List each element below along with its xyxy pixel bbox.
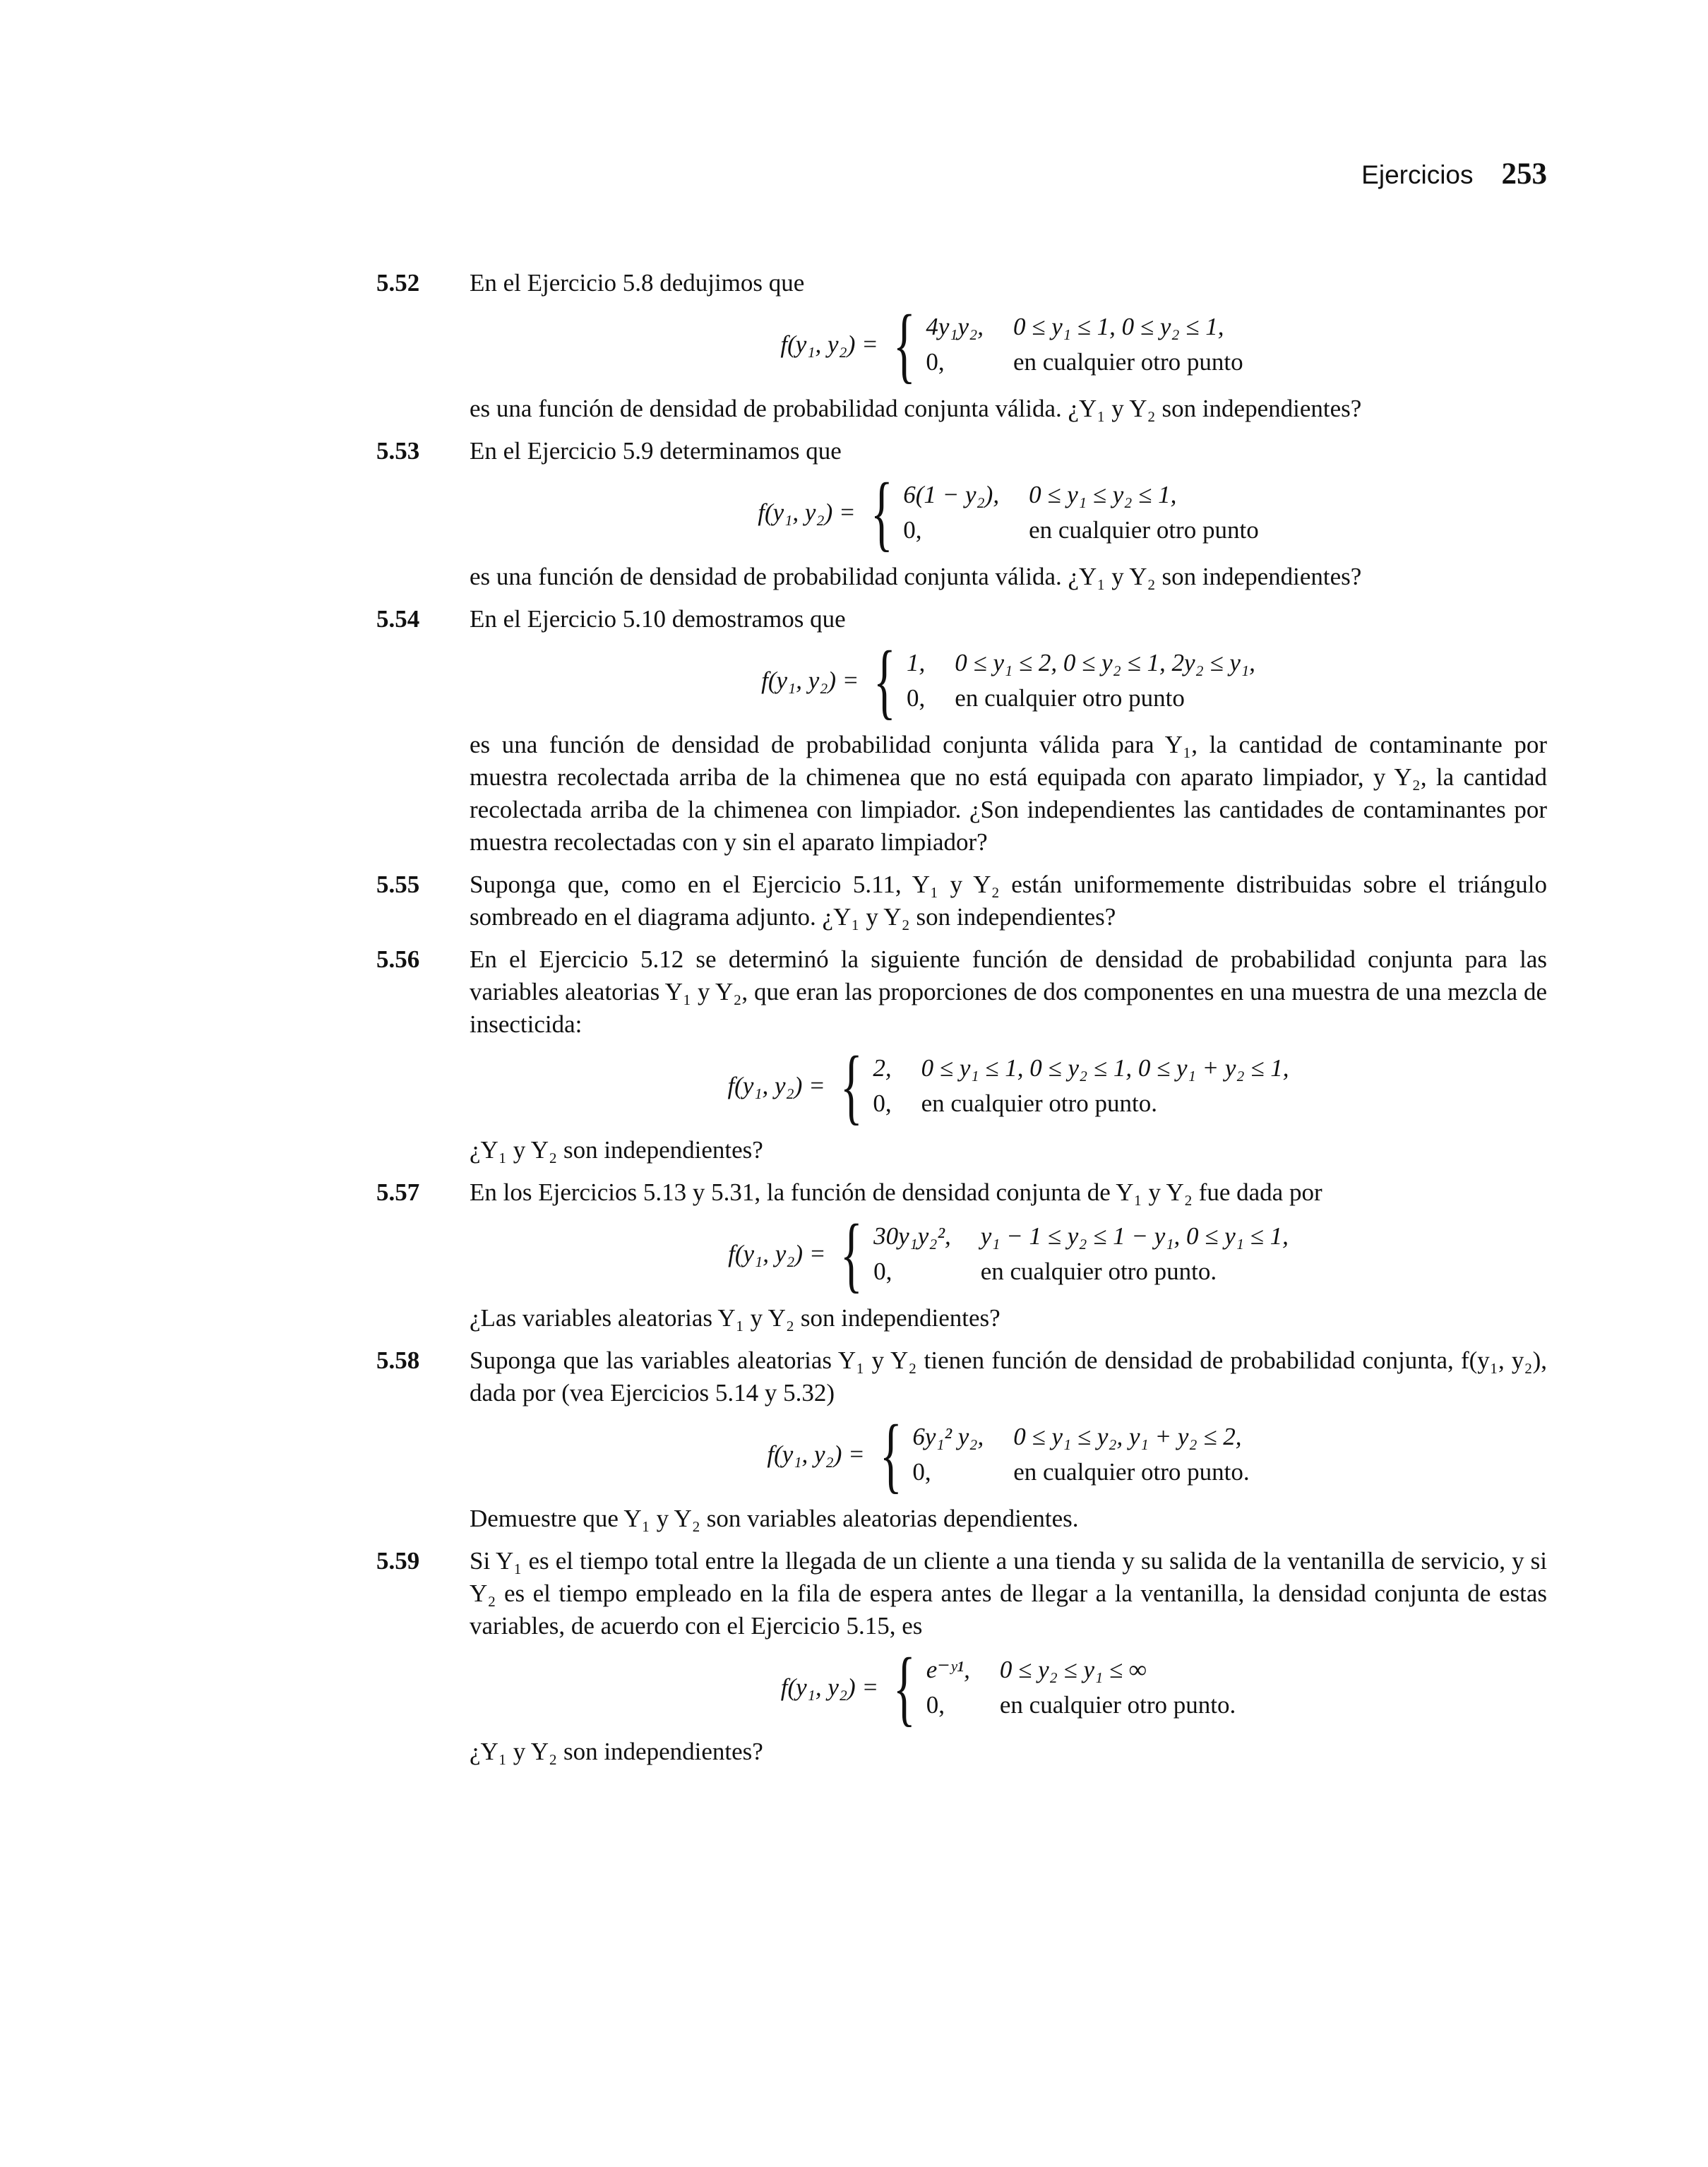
equation-lhs: f(y₁, y₂) = [728, 1240, 826, 1267]
exercise-intro: En los Ejercicios 5.13 y 5.31, la función de densidad conjunta de Y₁ y Y₂ fue dada por [470, 1178, 1322, 1206]
case1-expr: 6y₁² y₂, [912, 1423, 984, 1450]
piecewise-equation [470, 1407, 1547, 1501]
left-brace: { [873, 633, 897, 727]
exercise-number: 5.56 [376, 945, 420, 973]
case2-expr: 0, [912, 1458, 931, 1486]
exercise-5-58 [376, 1344, 1547, 1535]
exercise-number: 5.55 [376, 871, 420, 898]
case2-cond: en cualquier otro punto [1013, 348, 1243, 376]
exercise-intro: Si Y₁ es el tiempo total entre la llegada de un cliente a una tienda y su salida de la ventanilla de servicio, y si Y₂ es el tiempo empleado en la fila de espera antes de llegar a la ventanilla, la densidad conjunta de estas variables, de acuerdo con el Ejercicio 5.15, es [470, 1547, 1547, 1640]
exercise-intro: En el Ejercicio 5.9 determinamos que [470, 437, 842, 465]
case1-expr: 6(1 − y₂), [903, 481, 1000, 508]
case2-expr: 0, [926, 348, 945, 376]
exercise-list [376, 267, 1547, 1778]
case2-cond: en cualquier otro punto. [1013, 1458, 1250, 1486]
equation-cases [926, 1654, 1236, 1721]
piecewise-equation [470, 1640, 1547, 1734]
exercise-intro: Suponga que las variables aleatorias Y₁ y Y₂ tienen función de densidad de probabilidad conjunta, f(y₁, y₂), dada por (vea Ejercicios 5.14 y 5.32) [470, 1347, 1547, 1407]
exercise-5-57 [376, 1176, 1547, 1335]
case2-expr: 0, [926, 1691, 945, 1719]
page-number: 253 [1501, 157, 1547, 191]
exercise-5-56 [376, 943, 1547, 1166]
exercise-question: es una función de densidad de probabilidad conjunta válida para Y₁, la cantidad de contaminante por muestra recolectada arriba de la chimenea que no está equipada con aparato limpiador, y Y₂, la cantidad recolectada arriba de la chimenea con limpiador. ¿Son independientes las cantidades de contaminantes por muestra recolectadas con y sin el aparato limpiador? [470, 731, 1547, 856]
equation-cases [903, 479, 1259, 547]
case1-cond: 0 ≤ y₁ ≤ 1, 0 ≤ y₂ ≤ 1, [1013, 313, 1224, 340]
case1-cond: 0 ≤ y₂ ≤ y₁ ≤ ∞ [999, 1656, 1147, 1683]
left-brace: { [840, 1039, 863, 1133]
case2-cond: en cualquier otro punto. [980, 1258, 1217, 1285]
piecewise-equation [477, 297, 1547, 391]
exercise-question: es una función de densidad de probabilidad conjunta válida. ¿Y₁ y Y₂ son independientes? [470, 563, 1362, 590]
piecewise-equation [470, 465, 1547, 559]
case1-cond: 0 ≤ y₁ ≤ y₂, y₁ + y₂ ≤ 2, [1013, 1423, 1242, 1450]
case2-expr: 0, [907, 684, 926, 712]
case1-expr: 4y₁y₂, [926, 313, 984, 340]
exercise-question: es una función de densidad de probabilidad conjunta válida. ¿Y₁ y Y₂ son independientes? [470, 395, 1362, 422]
case2-cond: en cualquier otro punto. [999, 1691, 1236, 1719]
equation-lhs: f(y₁, y₂) = [780, 330, 878, 358]
equation-lhs: f(y₁, y₂) = [758, 499, 856, 526]
running-header [1361, 157, 1547, 191]
exercise-5-52 [376, 267, 1547, 425]
case2-expr: 0, [873, 1258, 892, 1285]
equation-lhs: f(y₁, y₂) = [767, 1440, 865, 1468]
case1-cond: 0 ≤ y₁ ≤ 2, 0 ≤ y₂ ≤ 1, 2y₂ ≤ y₁, [955, 649, 1255, 676]
exercise-intro: Suponga que, como en el Ejercicio 5.11, Y₁ y Y₂ están uniformemente distribuidas sobre el triángulo sombreado en el diagrama adjunto. ¿Y₁ y Y₂ son independientes? [470, 871, 1547, 931]
left-brace: { [893, 1640, 916, 1734]
exercise-number: 5.53 [376, 437, 420, 465]
exercise-question: ¿Y₁ y Y₂ son independientes? [470, 1738, 763, 1765]
piecewise-equation [470, 1039, 1547, 1133]
case2-cond: en cualquier otro punto [955, 684, 1185, 712]
exercise-intro: En el Ejercicio 5.10 demostramos que [470, 605, 846, 633]
exercise-number: 5.52 [376, 269, 420, 297]
exercise-5-59 [376, 1545, 1547, 1768]
exercise-number: 5.58 [376, 1347, 420, 1374]
case1-cond: 0 ≤ y₁ ≤ 1, 0 ≤ y₂ ≤ 1, 0 ≤ y₁ + y₂ ≤ 1, [921, 1054, 1289, 1082]
case1-cond: y₁ − 1 ≤ y₂ ≤ 1 − y₁, 0 ≤ y₁ ≤ 1, [980, 1222, 1289, 1250]
case2-cond: en cualquier otro punto [1029, 516, 1259, 544]
exercise-question: ¿Las variables aleatorias Y₁ y Y₂ son independientes? [470, 1304, 1001, 1332]
exercise-5-53 [376, 435, 1547, 593]
exercise-5-54 [376, 603, 1547, 859]
exercise-question: ¿Y₁ y Y₂ son independientes? [470, 1136, 763, 1164]
exercise-question: Demuestre que Y₁ y Y₂ son variables aleatorias dependientes. [470, 1505, 1079, 1532]
case1-expr: e⁻ʸ¹, [926, 1656, 970, 1683]
equation-lhs: f(y₁, y₂) = [761, 667, 859, 694]
exercise-intro: En el Ejercicio 5.8 dedujimos que [470, 269, 805, 297]
exercise-number: 5.57 [376, 1178, 420, 1206]
case1-cond: 0 ≤ y₁ ≤ y₂ ≤ 1, [1029, 481, 1177, 508]
case2-expr: 0, [873, 1090, 892, 1117]
equation-lhs: f(y₁, y₂) = [780, 1673, 879, 1701]
equation-cases [873, 1052, 1289, 1120]
equation-cases [907, 647, 1255, 715]
left-brace: { [879, 1407, 902, 1501]
case1-expr: 30y₁y₂², [873, 1222, 951, 1250]
equation-lhs: f(y₁, y₂) = [727, 1072, 825, 1099]
case1-expr: 1, [907, 649, 926, 676]
piecewise-equation [470, 1207, 1547, 1301]
case1-expr: 2, [873, 1054, 892, 1082]
exercise-number: 5.54 [376, 605, 420, 633]
exercise-intro: En el Ejercicio 5.12 se determinó la siguiente función de densidad de probabilidad conjunta para las variables aleatorias Y₁ y Y₂, que eran las proporciones de dos componentes en una muestra de una mezcla de insecticida: [470, 945, 1547, 1038]
left-brace: { [840, 1207, 864, 1301]
equation-cases [873, 1220, 1289, 1288]
case2-cond: en cualquier otro punto. [921, 1090, 1157, 1117]
equation-cases [926, 311, 1243, 378]
piecewise-equation [470, 633, 1547, 727]
exercise-number: 5.59 [376, 1547, 420, 1575]
case2-expr: 0, [903, 516, 922, 544]
equation-cases [912, 1421, 1249, 1488]
left-brace: { [892, 297, 916, 391]
exercise-5-55 [376, 868, 1547, 933]
left-brace: { [870, 465, 893, 559]
section-title: Ejercicios [1361, 160, 1474, 189]
